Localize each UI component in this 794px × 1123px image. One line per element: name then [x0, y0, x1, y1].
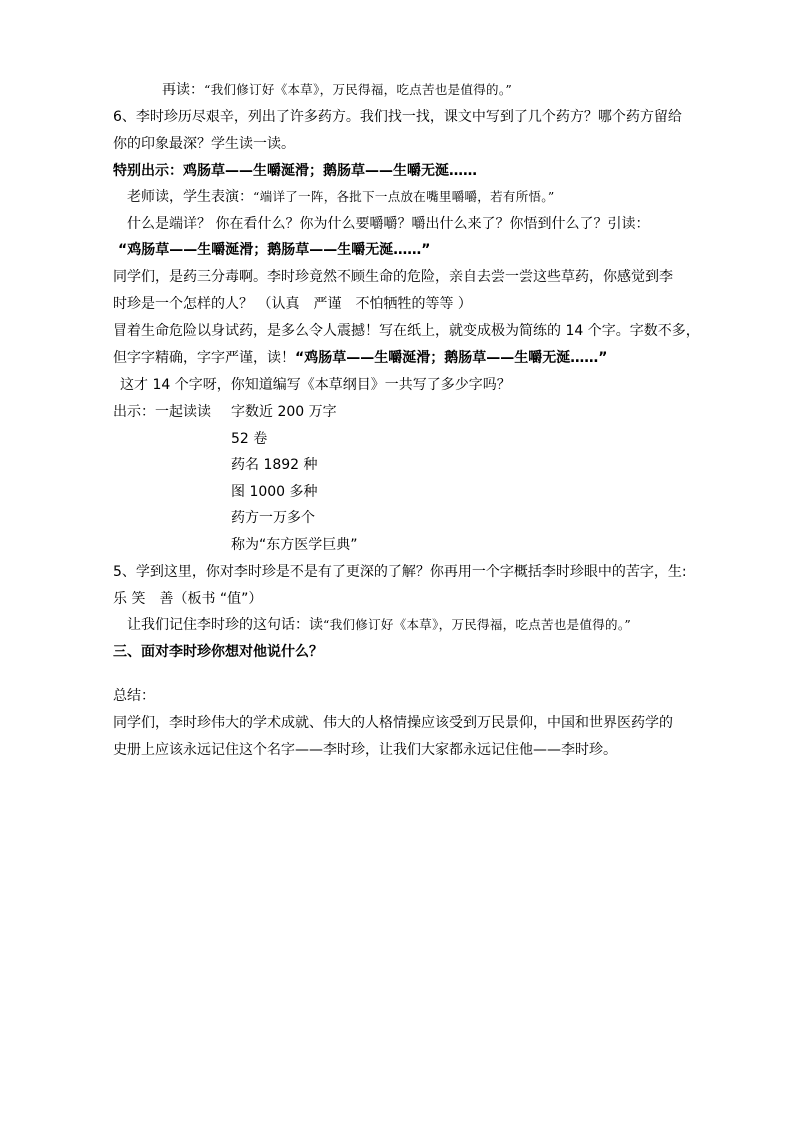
step5-line1: 5、学到这里，你对李时珍是不是有了更深的了解？你再用一个字概括李时珍眼中的苦字，生: [113, 564, 687, 580]
para1-line2: 时珍是一个怎样的人？ （认真 严谨 不怕牺牲的等等 ） [113, 296, 472, 312]
show-item: 字数近 200 万字 [231, 404, 337, 420]
step6-line2: 你的印象最深？学生读一读。 [113, 136, 295, 152]
summary-line2: 史册上应该永远记住这个名字——李时珍，让我们大家都永远记住他——李时珍。 [113, 742, 617, 758]
para2-line2-plain: 但字字精确，字字严谨，读！ [113, 350, 295, 366]
para2-line1: 冒着生命危险以身试药，是多么令人震撼！写在纸上，就变成极为简练的 14 个字。字数不多， [113, 323, 700, 339]
para2-line2 [113, 348, 607, 368]
section3-heading: 三、面对李时珍你想对他说什么？ [113, 644, 323, 660]
summary-label: 总结： [113, 688, 155, 704]
special-display-line [113, 161, 477, 181]
teacher-line [127, 187, 555, 207]
special-display-label: 特别出示： [113, 163, 183, 179]
show-item: 药方一万多个 [231, 510, 315, 526]
show-item: 称为“东方医学巨典” [231, 537, 358, 553]
show-item: 图 1000 多种 [231, 484, 318, 500]
questions-line: 什么是端详？ 你在看什么？你为什么要嚼嚼？嚼出什么来了？你悟到什么了？引读： [127, 216, 650, 232]
special-display-text: 鸡肠草——生嚼涎滑；鹅肠草——生嚼无涎…… [183, 163, 477, 179]
para1-line1: 同学们，是药三分毒啊。李时珍竟然不顾生命的危险，亲自去尝一尝这些草药，你感觉到李 [113, 269, 673, 285]
step6-line1: 6、李时珍历尽艰辛，列出了许多药方。我们找一找，课文中写到了几个药方？哪个药方留给 [113, 109, 682, 125]
reread-label: 再读： [162, 82, 204, 98]
remember-line [127, 615, 631, 635]
remember-label: 让我们记住李时珍的这句话：读 [127, 617, 323, 633]
show-item: 药名 1892 种 [231, 457, 318, 473]
remember-quote: “我们修订好《本草》，万民得福，吃点苦也是值得的。” [323, 617, 632, 632]
show-label: 出示：一起读读 [113, 404, 211, 420]
step5-line2: 乐 笑 善（板书 “值”） [113, 591, 263, 607]
show-item: 52 卷 [231, 431, 268, 447]
reread-quote: “我们修订好《本草》，万民得福，吃点苦也是值得的。” [204, 82, 513, 97]
teacher-label: 老师读，学生表演： [127, 189, 253, 205]
reread-line [162, 80, 512, 100]
bold-quote-line: “鸡肠草——生嚼涎滑；鹅肠草——生嚼无涎……” [118, 242, 431, 258]
para2-line2-bold-quote: “鸡肠草——生嚼涎滑；鹅肠草——生嚼无涎……” [295, 350, 608, 366]
summary-line1: 同学们，李时珍伟大的学术成就、伟大的人格情操应该受到万民景仰，中国和世界医药学的 [113, 715, 673, 731]
teacher-quote: “端详了一阵，各批下一点放在嘴里嚼嚼，若有所悟。” [253, 189, 555, 204]
para3-line: 这才 14 个字呀，你知道编写《本草纲目》一共写了多少字吗？ [120, 377, 511, 393]
